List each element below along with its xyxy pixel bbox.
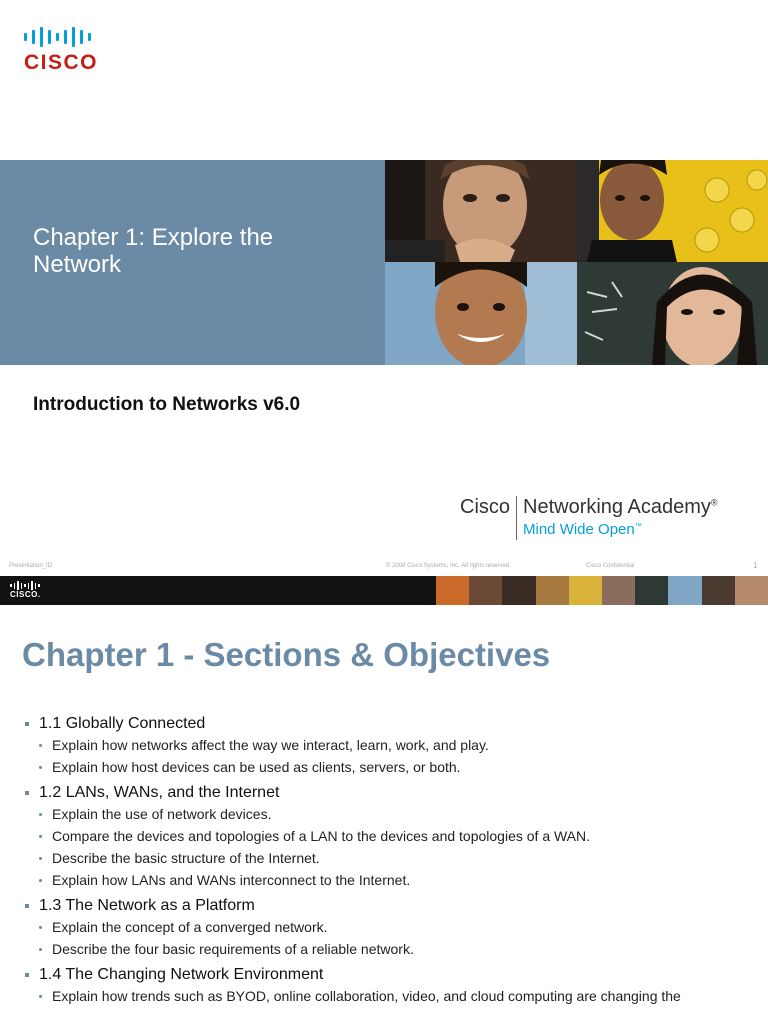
strip-photo [735,576,768,605]
strip-photo [635,576,668,605]
trademark-mark: ™ [634,523,642,530]
dot-bullet-icon [39,744,42,747]
strip-photo [569,576,602,605]
objectives-slide [0,576,768,1024]
dot-bullet-icon [39,857,42,860]
footer-page-number: 1 [753,561,758,570]
section-heading: 1.2 LANs, WANs, and the Internet [25,783,760,803]
man-thinking-photo [385,160,577,262]
smiling-man-photo [385,262,577,365]
slide-heading: Chapter 1 - Sections & Objectives [22,636,551,673]
dot-bullet-icon [39,766,42,769]
footer-copyright: © 2008 Cisco Systems, Inc. All rights reserved. [386,563,511,569]
cisco-bars-icon [24,24,98,49]
dot-bullet-icon [39,879,42,882]
footer-presentation-id: Presentation_ID [9,563,53,569]
academy-name: Networking Academy [523,496,711,518]
section-heading: 1.3 The Network as a Platform [25,896,760,916]
strip-photo [668,576,701,605]
square-bullet-icon [25,791,29,795]
student-photo [577,160,768,262]
square-bullet-icon [25,904,29,908]
header-logo-text: CISCO. [10,590,41,599]
objective-item: Explain how LANs and WANs interconnect to the Internet. [25,869,760,891]
cisco-logo-text: CISCO [24,51,99,74]
strip-photo [602,576,635,605]
slide-header-bar [0,576,768,605]
header-cisco-bars-icon [10,581,41,590]
course-subtitle: Introduction to Networks v6.0 [33,394,301,415]
strip-photo [536,576,569,605]
dot-bullet-icon [39,813,42,816]
academy-tagline: Mind Wide Open [523,521,635,538]
strip-photo [436,576,469,605]
dot-bullet-icon [39,926,42,929]
objective-item: Explain the concept of a converged network. [25,916,760,938]
footer-confidential: Cisco Confidential [586,563,635,569]
objective-item: Explain the use of network devices. [25,803,760,825]
dot-bullet-icon [39,995,42,998]
academy-cisco-text: Cisco [460,496,511,518]
logo-divider [516,496,517,540]
sections-list [25,709,760,1007]
header-cisco-logo [10,581,41,599]
title-band [0,160,385,365]
cisco-logo [24,24,98,75]
objective-item: Describe the basic structure of the Internet. [25,847,760,869]
dot-bullet-icon [39,948,42,951]
section-heading: 1.4 The Changing Network Environment [25,965,760,985]
objective-item: Describe the four basic requirements of a reliable network. [25,938,760,960]
photo-collage [385,160,768,365]
networking-academy-logo [460,496,718,540]
strip-photo [702,576,735,605]
objective-item: Explain how networks affect the way we interact, learn, work, and play. [25,734,760,756]
section-heading: 1.1 Globally Connected [25,714,760,734]
strip-photo [469,576,502,605]
dot-bullet-icon [39,835,42,838]
objective-item: Explain how trends such as BYOD, online collaboration, video, and cloud computing are changing the [25,985,760,1007]
slide-title: Chapter 1: Explore the Network [33,224,274,278]
strip-photo [502,576,535,605]
objective-item: Compare the devices and topologies of a LAN to the devices and topologies of a WAN. [25,825,760,847]
square-bullet-icon [25,973,29,977]
objective-item: Explain how host devices can be used as clients, servers, or both. [25,756,760,778]
woman-photo [577,262,768,365]
registered-mark: ® [710,497,718,508]
square-bullet-icon [25,722,29,726]
header-photo-strip [436,576,768,605]
